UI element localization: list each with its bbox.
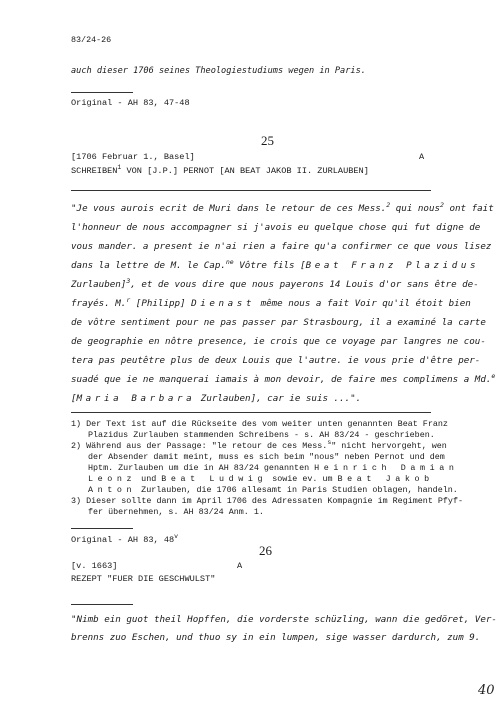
divider	[71, 528, 133, 529]
doc-original: Original - AH 83, 48$^v$	[71, 533, 179, 545]
divider	[71, 190, 431, 191]
doc-title: REZEPT "FUER DIE GESCHWULST"	[71, 574, 216, 584]
footnote-3: 3) Dieser sollte dann im April 1706 des Adressaten Kompagnie im Regiment Pfyf-	[71, 496, 464, 506]
doc-mark: A	[237, 561, 243, 571]
divider	[71, 604, 133, 605]
divider	[71, 412, 431, 413]
doc-number: 26	[259, 543, 272, 558]
divider	[71, 92, 133, 93]
doc-date: [1706 Februar 1., Basel]	[71, 152, 195, 162]
footnote-1: 1) Der Text ist auf die Rückseite des vom weiter unten genannten Beat Franz	[71, 419, 448, 429]
prev-text-line: auch dieser 1706 seines Theologiestudiums wegen in Paris.	[71, 66, 366, 76]
handwritten-page-mark: 40	[478, 683, 495, 698]
prev-original: Original - AH 83, 47-48	[71, 98, 190, 108]
page-ref: 83/24-26	[71, 35, 112, 45]
doc-mark: A	[419, 152, 425, 162]
doc-date: [v. 1663]	[71, 561, 118, 571]
footnote-2: 2) Während aus der Passage: "le retour de ces Mess.$^s$" nicht hervorgeht, wen	[71, 439, 447, 451]
doc-title: SCHREIBEN$^1$ VON [J.P.] PERNOT [AN BEAT JAKOB II. ZURLAUBEN]	[71, 164, 369, 176]
doc-number: 25	[261, 133, 274, 148]
